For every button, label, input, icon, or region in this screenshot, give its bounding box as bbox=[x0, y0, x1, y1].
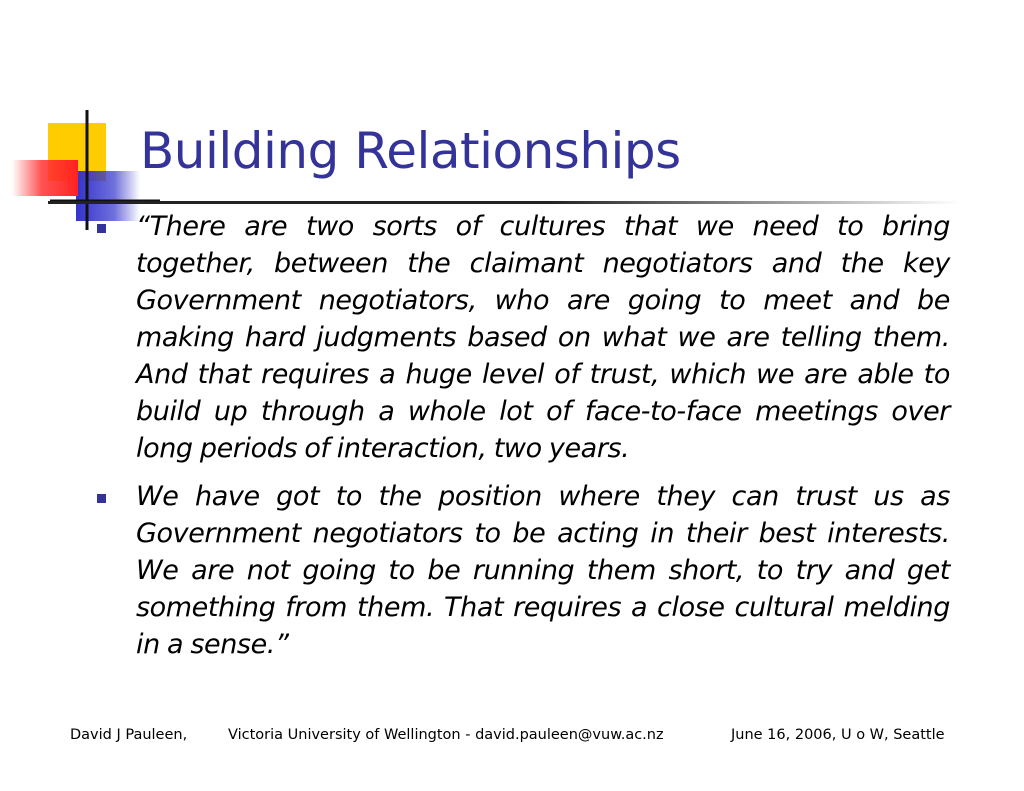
bullet-text: We have got to the position where they can trust us as Government negotiators to be acting in their best interests. We are not going to be running them short, to try and get something from them. That requires a close cultural melding in a sense.” bbox=[136, 481, 950, 660]
title-divider bbox=[48, 201, 960, 204]
slide-footer bbox=[0, 727, 1024, 791]
slide-title: Building Relationships bbox=[140, 122, 681, 180]
footer-author: David J Pauleen, bbox=[70, 727, 188, 743]
footer-date-venue: June 16, 2006, U o W, Seattle bbox=[731, 727, 945, 743]
footer-institution: Victoria University of Wellington - david.pauleen@vuw.ac.nz bbox=[228, 727, 664, 743]
decorative-squares-logo bbox=[0, 0, 160, 230]
bullet-list bbox=[96, 208, 950, 674]
bullet-square-icon bbox=[97, 494, 106, 503]
list-item bbox=[96, 208, 950, 467]
bullet-text: “There are two sorts of cultures that we need to bring together, between the claimant negotiators and the key Government negotiators, who are going to meet and be making hard judgments based on what we are telling them. And that requires a huge level of trust, which we are able to build up through a whole lot of face-to-face meetings over long periods of interaction, two years. bbox=[136, 211, 950, 464]
bullet-square-icon bbox=[97, 224, 106, 233]
list-item bbox=[96, 478, 950, 663]
red-square bbox=[12, 160, 78, 196]
